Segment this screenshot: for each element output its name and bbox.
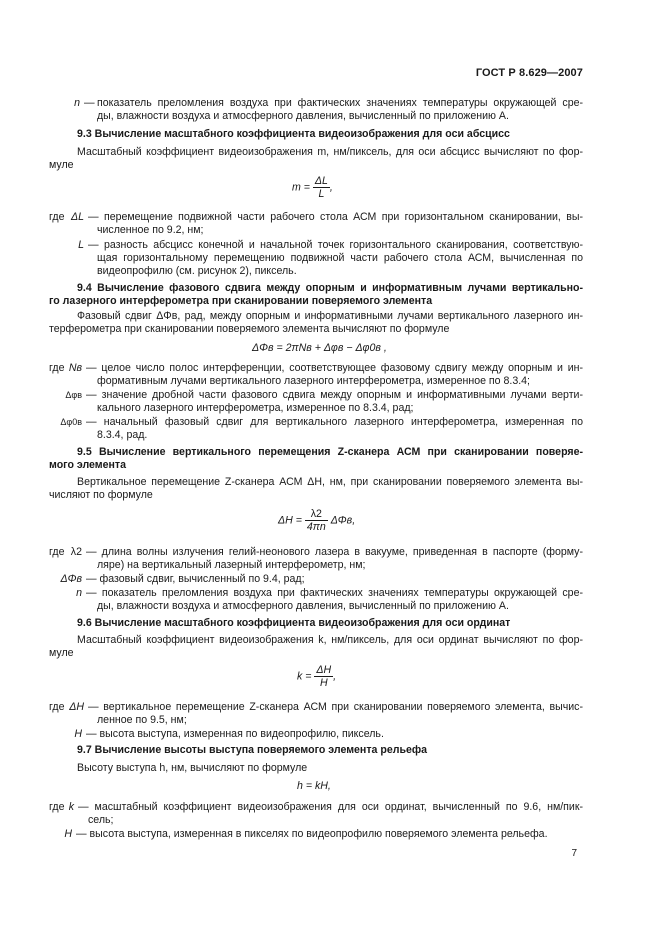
def-text: формативным лучами вертикального лазерного интерферометра, измеренное по 8.3.4; <box>97 375 531 387</box>
def-text: ды, влажности воздуха и атмосферного давления, вычисленный по приложению А. <box>97 600 509 612</box>
def-text: сель; <box>88 814 114 826</box>
def-text: — значение дробной части фазового сдвига между опорным и информативными лучами верти- <box>86 389 583 401</box>
def-symbol: H <box>74 728 82 740</box>
paragraph: Масштабный коэффициент видеоизображения k, нм/пиксель, для оси ординат вычисляют по фор- <box>77 634 583 646</box>
section-heading-9-5: 9.5 Вычисление вертикального перемещения Z-сканера АСМ при сканировании поверяе- <box>77 446 583 458</box>
paragraph: муле <box>49 647 74 659</box>
formula-phase: ΔΦв = 2πNв + Δφв − Δφ0в , <box>252 342 387 354</box>
def-text: — высота выступа, измеренная по видеопрофилю, пиксель. <box>86 728 384 740</box>
def-dash: — <box>84 97 95 109</box>
def-text: — перемещение подвижной части рабочего стола АСМ при горизонтальном сканировании, вы- <box>88 211 583 223</box>
def-text: ды, влажности воздуха и атмосферного давления, вычисленный по приложению А. <box>97 110 509 122</box>
def-text: численное по 9.2, нм; <box>97 224 204 236</box>
paragraph: Масштабный коэффициент видеоизображения m, нм/пиксель, для оси абсцисс вычисляют по фор- <box>77 146 583 158</box>
standard-header: ГОСТ Р 8.629—2007 <box>475 67 583 79</box>
def-symbol: n <box>74 97 80 109</box>
paragraph: муле <box>49 159 74 171</box>
def-text: — целое число полос интерференции, соответствующее фазовому сдвигу между опорным и ин- <box>86 362 583 374</box>
fraction <box>313 175 330 200</box>
formula-rhs: ΔΦв, <box>330 514 356 527</box>
fraction-numerator: ΔH <box>316 664 332 676</box>
def-text: 8.3.4, рад. <box>97 429 148 441</box>
paragraph: числяют по формуле <box>49 489 153 501</box>
def-text: щая горизонтальному перемещению подвижной части рабочего стола АСМ, вычисленная по <box>97 252 583 264</box>
where-label: где <box>49 362 65 374</box>
fraction-denominator: L <box>318 188 325 200</box>
fraction <box>314 664 333 689</box>
def-text: — разность абсцисс конечной и начальной точек горизонтального сканирования, соответствую- <box>88 239 583 251</box>
paragraph: Вертикальное перемещение Z-сканера АСМ ΔH, нм, при сканировании поверяемого элемента вы- <box>77 476 583 488</box>
fraction-numerator: λ2 <box>305 508 328 521</box>
def-text: ляре) на вертикальный лазерный интерферометр, нм; <box>97 559 366 571</box>
fraction-denominator: H <box>319 677 328 689</box>
section-heading-9-6: 9.6 Вычисление масштабного коэффициента видеоизображения для оси ординат <box>77 617 511 629</box>
def-text: — фазовый сдвиг, вычисленный по 9.4, рад; <box>86 573 305 585</box>
formula-k <box>297 664 336 689</box>
fraction <box>305 508 328 533</box>
def-symbol: k <box>68 801 74 813</box>
def-text: — показатель преломления воздуха при фактических значениях температуры окружающей сре- <box>86 587 583 599</box>
def-symbol: λ2 <box>70 546 82 558</box>
section-heading-9-5-cont: мого элемента <box>49 459 126 471</box>
paragraph: терферометра при сканировании поверяемого элемента вычисляют по формуле <box>49 323 450 335</box>
def-text: — длина волны излучения гелий-неонового лазера в вакууме, приведенная в паспорте (форму- <box>86 546 583 558</box>
def-symbol: H <box>64 828 72 840</box>
def-text: — масштабный коэффициент видеоизображения для оси ординат, вычисленный по 9.6, нм/пик- <box>78 801 583 813</box>
def-text: ленное по 9.5, нм; <box>97 714 187 726</box>
def-text: показатель преломления воздуха при фактических значениях температуры окружающей сре- <box>97 97 583 109</box>
def-symbol: n <box>76 587 82 599</box>
def-symbol: Δφ0в <box>60 417 82 427</box>
where-label: где <box>49 211 65 223</box>
def-text: кального лазерного интерферометра, измеренное по 8.3.4, рад; <box>97 402 414 414</box>
def-text: — начальный фазовый сдвиг для вертикального лазерного интерферометра, измеренная по <box>86 416 583 428</box>
def-symbol: ΔΦв <box>60 573 82 585</box>
fraction-denominator: 4πn <box>306 521 326 533</box>
section-heading-9-4-cont: го лазерного интерферометра при сканировании поверяемого элемента <box>49 295 433 307</box>
fraction-numerator: ΔL <box>314 175 328 187</box>
def-symbol: ΔL <box>71 211 84 223</box>
section-heading-9-4: 9.4 Вычисление фазового сдвига между опорным и информативным лучами вертикально- <box>77 282 583 294</box>
def-symbol: L <box>78 239 84 251</box>
formula-lhs: ΔH = <box>278 514 302 527</box>
page-number: 7 <box>571 848 577 859</box>
formula-end: , <box>333 670 337 683</box>
where-label: где <box>49 801 65 813</box>
def-symbol: Δφв <box>65 390 82 400</box>
where-label: где <box>49 546 65 558</box>
paragraph: Фазовый сдвиг ΔΦв, рад, между опорным и информативными лучами вертикального лазерного ин- <box>77 310 583 322</box>
def-symbol: ΔH <box>69 701 84 713</box>
where-label: где <box>49 701 65 713</box>
section-heading-9-7: 9.7 Вычисление высоты выступа поверяемого элемента рельефа <box>77 744 428 756</box>
def-text: — вертикальное перемещение Z-сканера АСМ при сканировании поверяемого элемента, вычис- <box>88 701 583 713</box>
def-text: видеопрофилю (см. рисунок 2), пиксель. <box>97 265 297 277</box>
paragraph: Высоту выступа h, нм, вычисляют по формуле <box>77 762 308 774</box>
def-symbol: Nв <box>68 362 82 374</box>
formula-h: h = kH, <box>297 780 331 792</box>
def-text: — высота выступа, измеренная в пикселях по видеопрофилю поверяемого элемента рельефа. <box>76 828 548 840</box>
formula-lhs: k = <box>297 670 312 683</box>
formula-lhs: m = <box>292 181 310 194</box>
formula-m <box>292 175 333 200</box>
formula-dh <box>278 508 355 533</box>
section-heading-9-3: 9.3 Вычисление масштабного коэффициента видеоизображения для оси абсцисс <box>77 128 510 140</box>
formula-end: , <box>329 181 333 194</box>
